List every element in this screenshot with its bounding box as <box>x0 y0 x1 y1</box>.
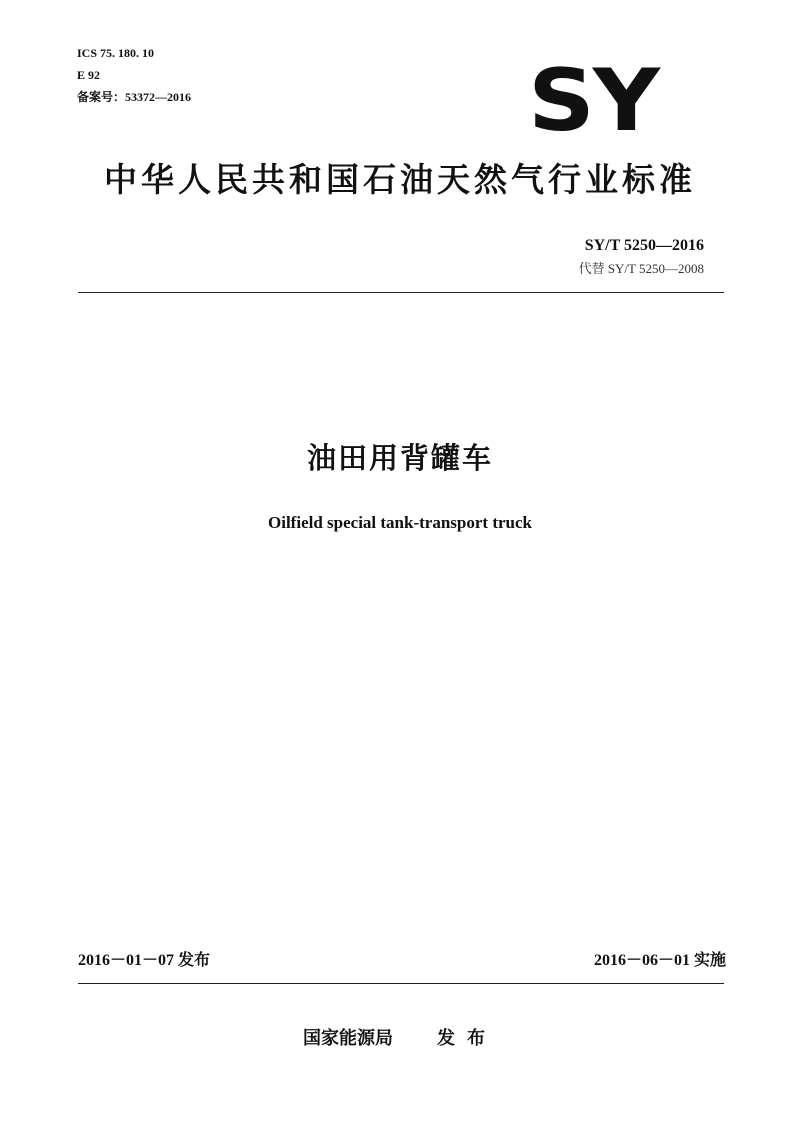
implementation-date: 2016－06－01 实施 <box>593 952 726 969</box>
issuer-line <box>0 1026 800 1052</box>
standard-code: SY/T 5250—2016 <box>584 237 704 254</box>
sy-logo: SY <box>528 51 658 151</box>
bottom-divider <box>78 983 724 984</box>
issue-verb: 发布 <box>437 1028 497 1049</box>
ics-code: ICS 75. 180. 10 <box>77 46 155 60</box>
document-title-en: Oilfield special tank-transport truck <box>268 513 532 532</box>
ccs-code: E 92 <box>77 68 101 82</box>
replaces-standard: 代替 SY/T 5250—2008 <box>578 261 704 276</box>
industry-standard-title: 中华人民共和国石油天然气行业标准 <box>104 160 696 199</box>
issuer-name: 国家能源局 <box>303 1028 393 1049</box>
document-title-cn: 油田用背罐车 <box>306 441 493 475</box>
top-divider <box>78 292 724 293</box>
record-number: 备案号：53372—2016 <box>77 90 192 104</box>
issue-date: 2016－01－07 发布 <box>78 952 211 969</box>
classification-block <box>77 42 191 108</box>
